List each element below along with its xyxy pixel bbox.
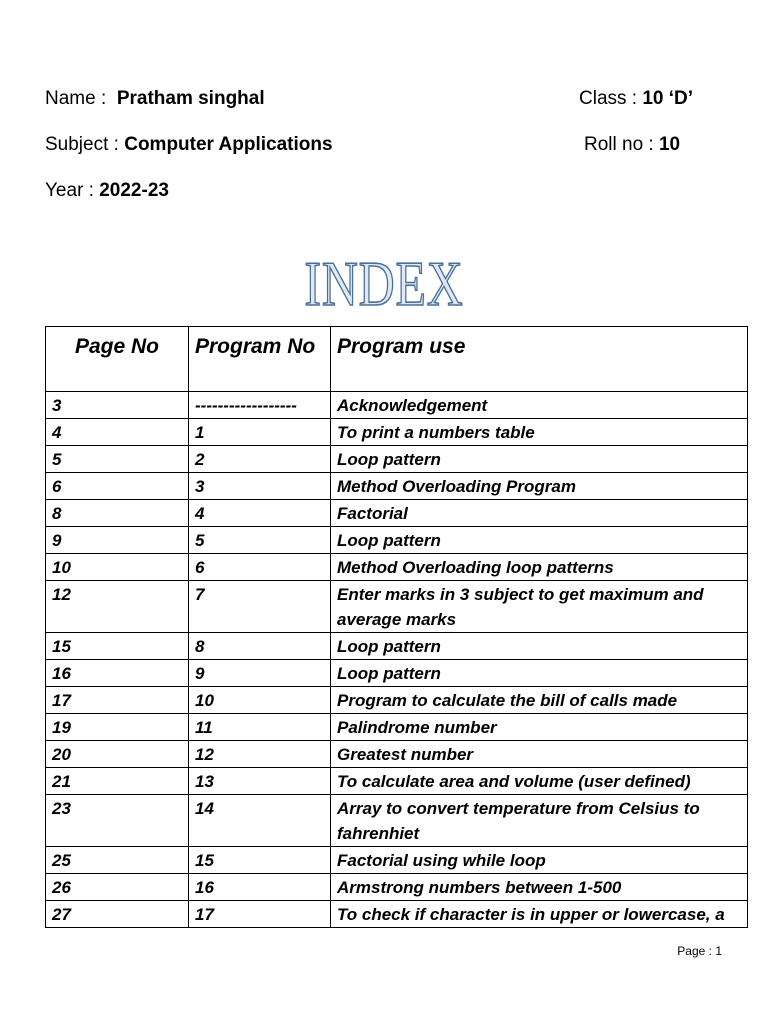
subject-label: Subject :	[45, 134, 119, 155]
table-row	[46, 741, 748, 768]
table-header-row	[46, 327, 748, 392]
index-table	[45, 326, 748, 928]
column-header-program-use: Program use	[331, 327, 748, 392]
cell-program-use: Acknowledgement	[331, 392, 748, 419]
cell-program-no: 2	[189, 446, 331, 473]
class-label: Class :	[579, 88, 638, 109]
table-row	[46, 874, 748, 901]
cell-program-use: To calculate area and volume (user defined)	[331, 768, 748, 795]
table-row	[46, 660, 748, 687]
cell-program-use: Factorial	[331, 500, 748, 527]
table-row	[46, 419, 748, 446]
table-row	[46, 714, 748, 741]
cell-page-no: 9	[46, 527, 189, 554]
cell-program-no: 8	[189, 633, 331, 660]
table-row	[46, 795, 748, 847]
index-title: INDEX	[304, 248, 464, 319]
year-line	[45, 179, 169, 203]
cell-page-no: 8	[46, 500, 189, 527]
student-name: Pratham singhal	[116, 88, 265, 109]
cell-program-use: Factorial using while loop	[331, 847, 748, 874]
cell-page-no: 25	[46, 847, 189, 874]
cell-program-use: Method Overloading loop patterns	[331, 554, 748, 581]
subject-value: Computer Applications	[124, 134, 333, 155]
cell-program-use: Loop pattern	[331, 446, 748, 473]
table-row	[46, 847, 748, 874]
cell-program-no: 12	[189, 741, 331, 768]
table-row	[46, 500, 748, 527]
column-header-program-no: Program No	[189, 327, 331, 392]
cell-program-use: Palindrome number	[331, 714, 748, 741]
roll-number-line	[584, 133, 680, 157]
cell-page-no: 26	[46, 874, 189, 901]
cell-page-no: 3	[46, 392, 189, 419]
cell-program-use: Loop pattern	[331, 660, 748, 687]
table-row	[46, 554, 748, 581]
cell-program-no: 15	[189, 847, 331, 874]
cell-program-no: 17	[189, 901, 331, 928]
table-row	[46, 473, 748, 500]
cell-page-no: 23	[46, 795, 189, 847]
cell-program-no: 11	[189, 714, 331, 741]
table-row	[46, 392, 748, 419]
cell-program-no: 7	[189, 581, 331, 633]
page-number: Page : 1	[677, 944, 722, 958]
cell-program-use: To check if character is in upper or lowercase, a	[331, 901, 748, 928]
cell-page-no: 20	[46, 741, 189, 768]
cell-program-no: 1	[189, 419, 331, 446]
cell-program-use: Armstrong numbers between 1-500	[331, 874, 748, 901]
cell-page-no: 4	[46, 419, 189, 446]
cell-program-no: ------------------	[189, 392, 331, 419]
roll-label: Roll no :	[584, 134, 654, 155]
cell-program-use: Enter marks in 3 subject to get maximum and average marks	[331, 581, 748, 633]
table-row	[46, 633, 748, 660]
cell-page-no: 12	[46, 581, 189, 633]
cell-page-no: 16	[46, 660, 189, 687]
subject-line	[45, 133, 333, 157]
cell-page-no: 19	[46, 714, 189, 741]
table-row	[46, 527, 748, 554]
cell-program-no: 10	[189, 687, 331, 714]
cell-program-use: Greatest number	[331, 741, 748, 768]
student-name-line	[45, 87, 265, 111]
name-label: Name :	[45, 88, 107, 109]
table-row	[46, 446, 748, 473]
cell-program-no: 3	[189, 473, 331, 500]
cell-page-no: 27	[46, 901, 189, 928]
cell-program-no: 16	[189, 874, 331, 901]
cell-program-no: 5	[189, 527, 331, 554]
cell-program-use: Array to convert temperature from Celsius to fahrenhiet	[331, 795, 748, 847]
cell-program-no: 9	[189, 660, 331, 687]
table-row	[46, 687, 748, 714]
cell-program-use: Loop pattern	[331, 633, 748, 660]
cell-program-use: Loop pattern	[331, 527, 748, 554]
cell-page-no: 17	[46, 687, 189, 714]
cell-page-no: 5	[46, 446, 189, 473]
cell-page-no: 21	[46, 768, 189, 795]
cell-program-use: Method Overloading Program	[331, 473, 748, 500]
cell-page-no: 6	[46, 473, 189, 500]
table-row	[46, 581, 748, 633]
table-row	[46, 901, 748, 928]
roll-value: 10	[658, 134, 681, 155]
cell-program-no: 14	[189, 795, 331, 847]
cell-program-no: 13	[189, 768, 331, 795]
column-header-page-no: Page No	[46, 327, 189, 392]
class-value: 10 ‘D’	[642, 88, 694, 109]
cell-page-no: 15	[46, 633, 189, 660]
cell-program-use: To print a numbers table	[331, 419, 748, 446]
year-label: Year :	[45, 180, 94, 201]
year-value: 2022-23	[99, 180, 169, 201]
cell-page-no: 10	[46, 554, 189, 581]
cell-program-no: 6	[189, 554, 331, 581]
table-body	[46, 392, 748, 928]
cell-program-no: 4	[189, 500, 331, 527]
class-line	[579, 87, 693, 111]
cell-program-use: Program to calculate the bill of calls made	[331, 687, 748, 714]
table-row	[46, 768, 748, 795]
